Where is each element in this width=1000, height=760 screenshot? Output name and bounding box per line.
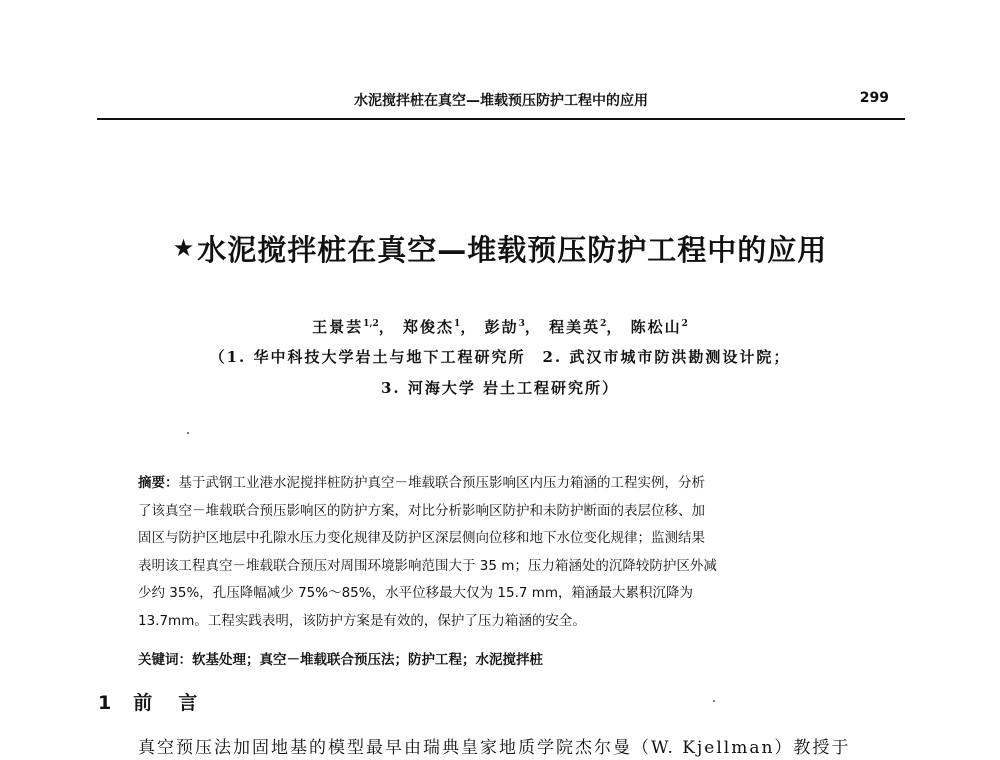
author-list: [0, 316, 1000, 337]
affiliation-line-2: 3. 河海大学 岩土工程研究所）: [380, 379, 620, 397]
abstract-line: [138, 470, 866, 498]
author-separator: ，: [524, 318, 542, 336]
author-separator: ，: [378, 318, 396, 336]
author-name: 程美英: [549, 318, 601, 336]
body-paragraph: 真空预压法加固地基的模型最早由瑞典皇家地质学院杰尔曼（W. Kjellman）教授于: [138, 738, 851, 758]
title-text: 水泥搅拌桩在真空—堆载预压防护工程中的应用: [197, 233, 828, 267]
article-title: [0, 228, 1000, 269]
author-affil-mark: 1: [454, 319, 461, 329]
star-icon: ★: [172, 234, 196, 262]
abstract-line: 13.7mm。工程实践表明，该防护方案是有效的，保护了压力箱涵的安全。: [138, 612, 586, 629]
author-affil-mark: 2: [681, 319, 688, 329]
abstract-line: 了该真空－堆载联合预压影响区的防护方案，对比分析影响区防护和未防护断面的表层位移、加: [138, 502, 705, 519]
section-title: 前言: [133, 692, 224, 714]
abstract-line: 少约 35%，孔压降幅减少 75%～85%，水平位移最大仅为 15.7 mm，箱涵最大累积沉降为: [138, 585, 694, 601]
author-separator: ，: [460, 318, 478, 336]
author-affil-mark: 1,2: [363, 319, 379, 329]
scan-speck: [187, 432, 189, 434]
author-affil-mark: 3: [518, 319, 525, 329]
author-name: 陈松山: [630, 318, 682, 336]
author-name: 王景芸: [312, 318, 364, 336]
running-title: 水泥搅拌桩在真空—堆载预压防护工程中的应用: [354, 93, 648, 109]
scan-speck: [713, 700, 715, 702]
page-number: 299: [859, 90, 889, 106]
abstract: [138, 470, 866, 635]
abstract-line: 固区与防护区地层中孔隙水压力变化规律及防护区深层侧向位移和地下水位变化规律；监测结果: [138, 530, 705, 546]
author-name: 彭劼: [484, 318, 519, 336]
running-head: [97, 88, 905, 120]
author-separator: ，: [606, 318, 624, 336]
author-affil-mark: 2: [600, 319, 607, 329]
abstract-text: 基于武钢工业港水泥搅拌桩防护真空－堆载联合预压影响区内压力箱涵的工程实例，分析: [178, 475, 705, 491]
abstract-label: 摘要：: [138, 475, 179, 491]
keywords: [138, 648, 866, 668]
keywords-text: 软基处理；真空－堆载联合预压法；防护工程；水泥搅拌桩: [192, 652, 543, 668]
author-name: 郑俊杰: [403, 318, 455, 336]
abstract-line: 表明该工程真空－堆载联合预压对周围环境影响范围大于 35 m；压力箱涵处的沉降较防护区外减: [138, 557, 717, 574]
section-number: 1: [98, 692, 112, 714]
keywords-label: 关键词：: [138, 652, 192, 668]
section-heading: [98, 688, 223, 715]
affiliation-line-1: （1. 华中科技大学岩土与地下工程研究所 2. 武汉市城市防洪勘测设计院；: [209, 348, 791, 366]
